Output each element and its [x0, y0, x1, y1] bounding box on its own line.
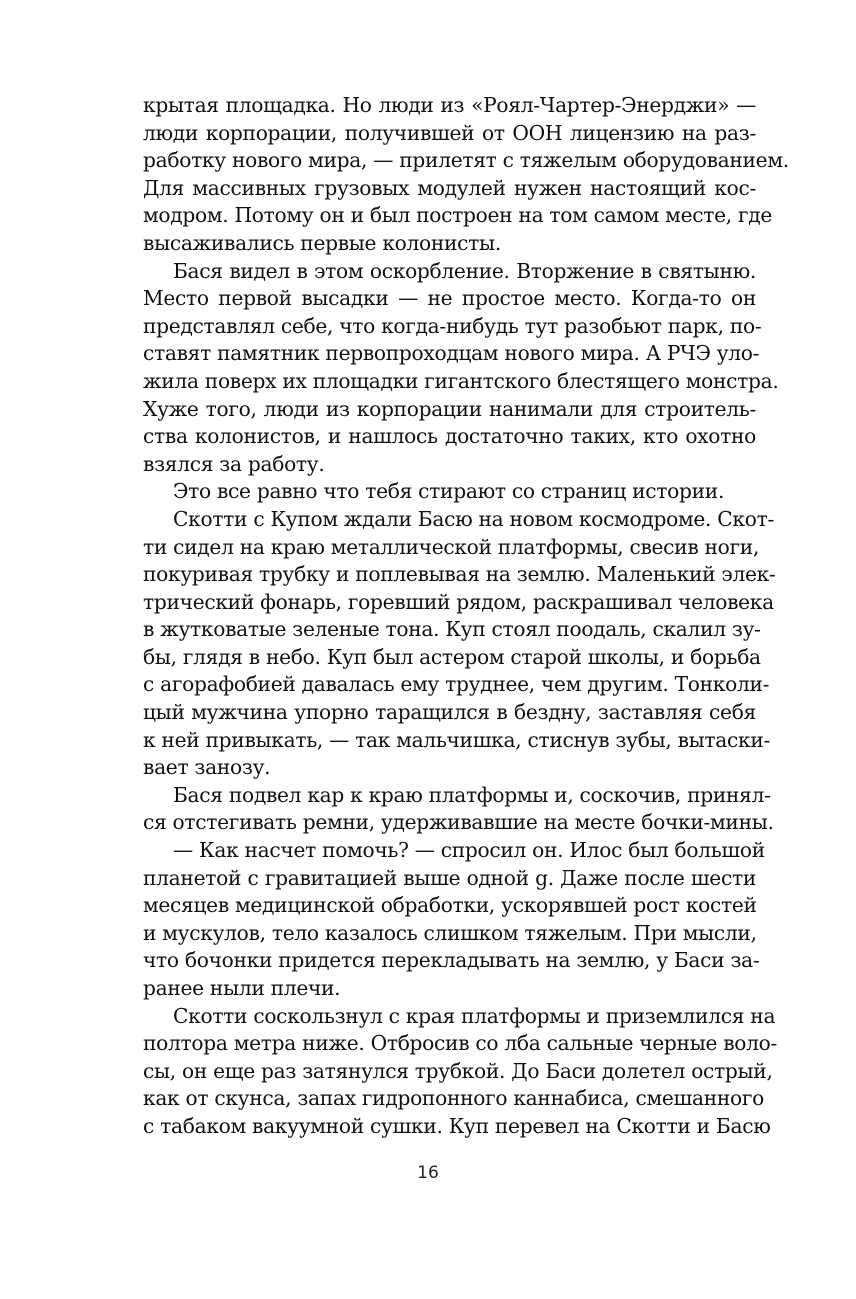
text-line: жила поверх их площадки гигантского блестящего монстра.: [143, 368, 779, 393]
paragraph: [143, 258, 779, 479]
text-line: с агорафобией давалась ему труднее, чем другим. Тонколи-: [143, 672, 770, 697]
text-line: ся отстегивать ремни, удерживавшие на месте бочки-мины.: [143, 810, 774, 835]
paragraph: [143, 478, 756, 506]
text-line: высаживались первые колонисты.: [143, 230, 501, 255]
text-line: Скотти с Купом ждали Басю на новом космодроме. Скот-: [173, 506, 774, 531]
paragraph: [143, 506, 776, 782]
text-line: модром. Потому он и был построен на том самом месте, где: [143, 203, 773, 228]
text-line: месяцев медицинской обработки, ускорявшей рост костей: [143, 893, 757, 918]
text-line: взялся за работу.: [143, 451, 325, 476]
text-line: Скотти соскользнул с края платформы и приземлился на: [173, 1003, 776, 1028]
paragraph: [143, 837, 765, 1003]
text-line: — Как насчет помочь? — спросил он. Илос был большой: [173, 838, 765, 863]
text-line: с табаком вакуумной сушки. Куп перевел на Скотти и Басю: [143, 1113, 771, 1138]
text-line: как от скунса, запах гидропонного каннабиса, смешанного: [143, 1086, 764, 1111]
text-line: ранее ныли плечи.: [143, 976, 341, 1000]
text-line: представлял себе, что когда-нибудь тут разобьют парк, по-: [143, 313, 762, 338]
text-line: ти сидел на краю металлической платформы, свесив ноги,: [143, 534, 760, 559]
text-line: в жутковатые зеленые тона. Куп стоял поодаль, скалил зу-: [143, 617, 761, 642]
text-line: Для массивных грузовых модулей нужен настоящий кос-: [143, 175, 756, 200]
text-line: Место первой высадки — не простое место. Когда-то он: [143, 286, 756, 311]
text-line: сы, он еще раз затянулся трубкой. До Баси долетел острый,: [143, 1058, 773, 1083]
paragraph: [143, 1003, 778, 1141]
text-line: Бася видел в этом оскорбление. Вторжение в святыню.: [173, 258, 756, 283]
text-line: вает занозу.: [143, 755, 271, 780]
page-number: 16: [417, 1163, 439, 1183]
text-line: ставят памятник первопроходцам нового мира. А РЧЭ уло-: [143, 341, 760, 366]
text-line: планетой с гравитацией выше одной g. Даже после шести: [143, 865, 756, 890]
text-line: бы, глядя в небо. Куп был астером старой школы, и борьба: [143, 644, 761, 669]
text-line: трический фонарь, горевший рядом, раскрашивал человека: [143, 589, 774, 614]
text-line: покуривая трубку и поплевывая на землю. Маленький элек-: [143, 562, 776, 587]
paragraph: [143, 92, 789, 258]
text-line: к ней привыкать, — так мальчишка, стиснув зубы, вытаски-: [143, 727, 771, 752]
text-line: крытая площадка. Но люди из «Роял-Чартер-Энерджи» —: [143, 93, 756, 117]
paragraph: [143, 782, 774, 837]
text-line: цый мужчина упорно таращился в бездну, заставляя себя: [143, 700, 756, 725]
text-line: что бочонки придется перекладывать на землю, у Баси за-: [143, 948, 760, 973]
text-line: работку нового мира, — прилетят с тяжелым оборудованием.: [143, 148, 789, 173]
text-line: Хуже того, люди из корпорации нанимали для строитель-: [143, 396, 756, 421]
text-line: люди корпорации, получившей от ООН лицензию на раз-: [143, 120, 756, 145]
text-line: ства колонистов, и нашлось достаточно таких, кто охотно: [143, 424, 756, 449]
body-text: [143, 92, 789, 1141]
text-line: и мускулов, тело казалось слишком тяжелым. При мысли,: [143, 920, 757, 945]
text-line: полтора метра ниже. Отбросив со лба сальные черные воло-: [143, 1031, 778, 1056]
text-line: Это все равно что тебя стирают со страниц истории.: [173, 479, 725, 504]
text-line: Бася подвел кар к краю платформы и, соскочив, принял-: [173, 782, 771, 807]
